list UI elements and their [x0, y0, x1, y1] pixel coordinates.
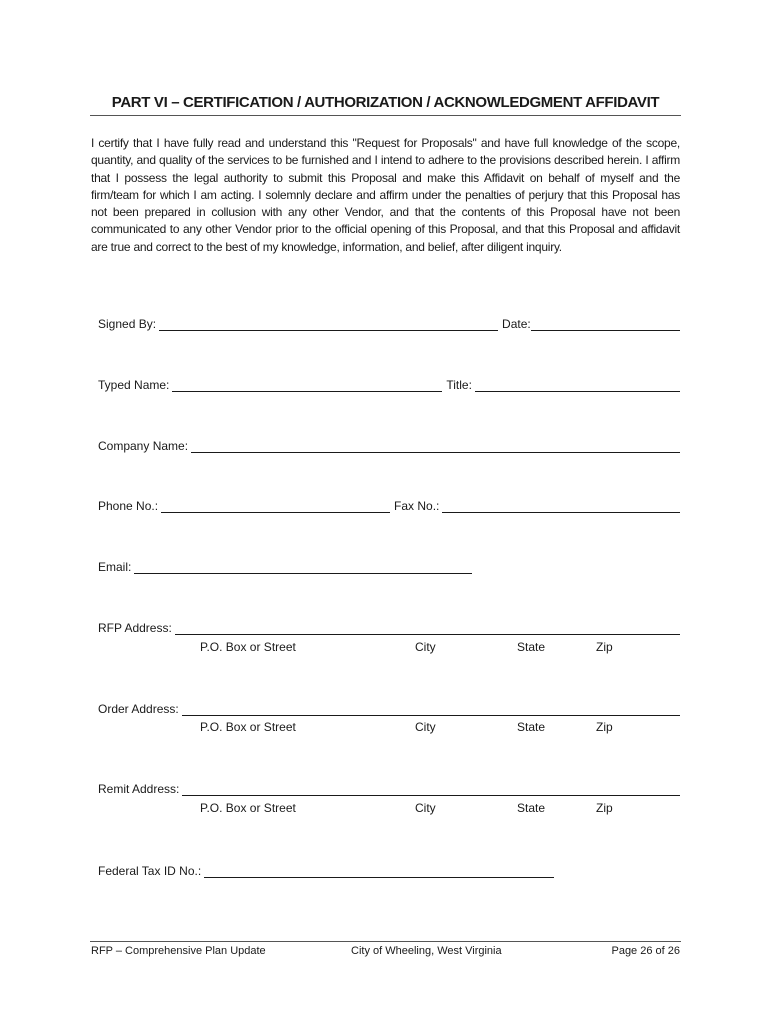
date-field[interactable]: [531, 318, 680, 331]
rfp-state-caption: State: [517, 640, 546, 654]
email-field[interactable]: [134, 561, 472, 574]
remit-street-caption: P.O. Box or Street: [200, 801, 296, 815]
order-city-caption: City: [415, 720, 436, 734]
rfp-address-row: [98, 619, 680, 635]
phone-row: [98, 497, 680, 513]
remit-address-row: [98, 780, 680, 796]
fax-label: Fax No.:: [394, 499, 440, 513]
remit-address-field[interactable]: [182, 783, 680, 796]
phone-field[interactable]: [161, 500, 390, 513]
title-field[interactable]: [475, 379, 680, 392]
remit-state-caption: State: [517, 801, 546, 815]
order-zip-caption: Zip: [596, 720, 613, 734]
signed-by-label: Signed By:: [98, 317, 157, 331]
certification-paragraph: I certify that I have fully read and understand this "Request for Proposals" and have full knowledge of the scope, quantity, and quality of the services to be furnished and I intend to adhere to the provisions described herein. I affirm that I possess the legal authority to submit this Proposal and make this Affidavit on behalf of myself and the firm/team for which I am acting. I solemnly declare and affirm under the penalties of perjury that this Proposal has not been prepared in collusion with any other Vendor, and that the contents of this Proposal have not been communicated to any other Vendor prior to the official opening of this Proposal, and that this Proposal and affidavit are true and correct to the best of my knowledge, information, and belief, after diligent inquiry.: [91, 136, 680, 254]
rfp-street-caption: P.O. Box or Street: [200, 640, 296, 654]
company-name-label: Company Name:: [98, 439, 189, 453]
remit-zip-caption: Zip: [596, 801, 613, 815]
order-address-row: [98, 700, 680, 716]
order-state-caption: State: [517, 720, 546, 734]
footer-organization: City of Wheeling, West Virginia: [351, 945, 502, 957]
rfp-address-field[interactable]: [175, 622, 680, 635]
order-street-caption: P.O. Box or Street: [200, 720, 296, 734]
footer-page-number: Page 26 of 26: [611, 945, 680, 957]
footer-document-title: RFP – Comprehensive Plan Update: [91, 945, 266, 957]
federal-tax-id-field[interactable]: [204, 865, 554, 878]
phone-label: Phone No.:: [98, 499, 159, 513]
federal-tax-id-label: Federal Tax ID No.:: [98, 864, 202, 878]
rfp-address-label: RFP Address:: [98, 621, 172, 635]
order-address-field[interactable]: [182, 703, 680, 716]
typed-name-label: Typed Name:: [98, 378, 170, 392]
email-row: [98, 558, 472, 574]
fax-field[interactable]: [442, 500, 680, 513]
signed-by-field[interactable]: [159, 318, 498, 331]
rfp-zip-caption: Zip: [596, 640, 613, 654]
typed-name-row: [98, 376, 680, 392]
federal-tax-id-row: [98, 862, 554, 878]
date-label: Date:: [502, 317, 531, 331]
signed-by-row: [98, 315, 680, 331]
order-address-label: Order Address:: [98, 702, 179, 716]
remit-city-caption: City: [415, 801, 436, 815]
remit-address-label: Remit Address:: [98, 782, 180, 796]
page-title: PART VI – CERTIFICATION / AUTHORIZATION / ACKNOWLEDGMENT AFFIDAVIT: [90, 94, 681, 116]
footer-divider: [90, 941, 681, 942]
typed-name-field[interactable]: [172, 379, 442, 392]
rfp-city-caption: City: [415, 640, 436, 654]
company-name-row: [98, 437, 680, 453]
company-name-field[interactable]: [191, 440, 680, 453]
title-label: Title:: [446, 378, 472, 392]
email-label: Email:: [98, 560, 132, 574]
